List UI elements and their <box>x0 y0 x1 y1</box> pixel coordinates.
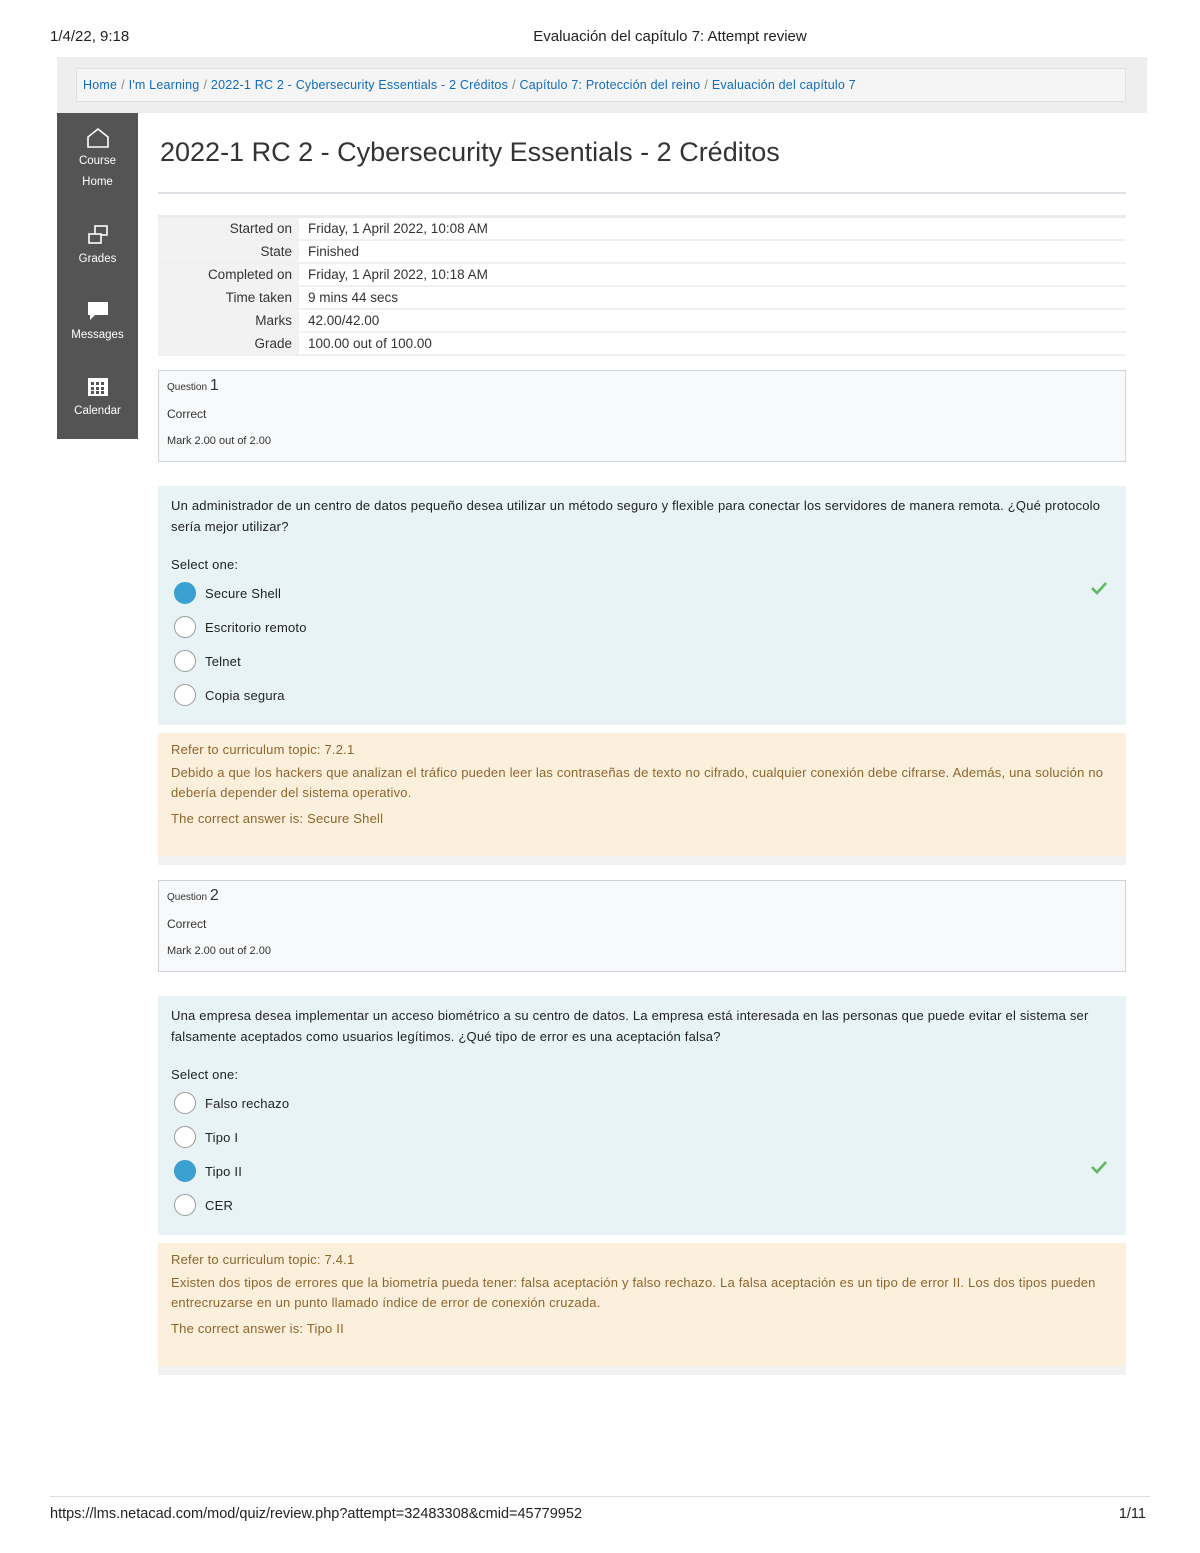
feedback-correct-answer: The correct answer is: Secure Shell <box>171 811 384 826</box>
answer-option-label: Escritorio remoto <box>205 620 307 635</box>
feedback-divider <box>158 1366 1126 1375</box>
summary-row <box>158 263 1126 286</box>
radio-unselected[interactable] <box>174 616 196 638</box>
print-url: https://lms.netacad.com/mod/quiz/review.php?attempt=32483308&cmid=45779952 <box>50 1506 583 1522</box>
correct-check-icon <box>1090 581 1108 595</box>
question-label: Question <box>167 892 208 903</box>
breadcrumb-im-learning[interactable]: I'm Learning <box>128 78 200 92</box>
page-title: 2022-1 RC 2 - Cybersecurity Essentials - 2 Créditos <box>160 137 780 167</box>
summary-value: Finished <box>308 243 360 259</box>
grades-icon <box>86 223 110 247</box>
summary-label: Grade <box>158 332 299 355</box>
print-page-number: 1/11 <box>1118 1506 1146 1522</box>
print-footer <box>50 1496 1150 1522</box>
question-number-value: 1 <box>209 377 219 394</box>
question-state: Correct <box>167 407 207 421</box>
summary-row <box>158 286 1126 309</box>
answer-option-label: CER <box>205 1198 234 1213</box>
summary-label: Marks <box>158 309 299 332</box>
feedback-explanation: Existen dos tipos de errores que la biometría pueda tener: falsa aceptación y falso rechazo. La falsa aceptación es un tipo de error II. Los dos tipos pueden entrecruzarse en un punto llamado índice de error de conexión cruzada. <box>171 1275 1096 1310</box>
radio-selected[interactable] <box>174 582 196 604</box>
select-one-label: Select one: <box>171 557 239 572</box>
radio-unselected[interactable] <box>174 684 196 706</box>
question-prompt: Una empresa desea implementar un acceso biométrico a su centro de datos. La empresa está interesada en las personas que puede evitar el sistema ser falsamente aceptados como usuarios legítimos. ¿Qué tipo de error es una aceptación falsa? <box>171 1008 1089 1044</box>
print-header <box>50 28 1150 50</box>
feedback-correct-answer: The correct answer is: Tipo II <box>171 1321 344 1336</box>
messages-icon <box>86 299 110 323</box>
sidebar-item-grades[interactable] <box>57 223 138 270</box>
radio-unselected[interactable] <box>174 650 196 672</box>
question-info-1 <box>158 370 1126 462</box>
correct-check-icon <box>1090 1160 1108 1174</box>
summary-label: Time taken <box>158 286 299 309</box>
sidebar-item-label: Messages <box>71 329 124 341</box>
title-divider <box>158 192 1126 194</box>
answer-option-label: Secure Shell <box>205 586 282 601</box>
summary-row <box>158 240 1126 263</box>
question-content-1 <box>158 486 1126 725</box>
sidebar-item-label: Calendar <box>74 405 121 417</box>
sidebar-item-messages[interactable] <box>57 299 138 346</box>
feedback-explanation: Debido a que los hackers que analizan el tráfico pueden leer las contraseñas de texto no cifrado, cualquier conexión debe cifrarse. Además, una solución no debería depender del sistema operativo. <box>171 765 1104 800</box>
summary-value: 9 mins 44 secs <box>308 289 399 305</box>
answer-option-label: Falso rechazo <box>205 1096 290 1111</box>
answer-option-label: Tipo II <box>205 1164 243 1179</box>
question-label: Question <box>167 382 208 393</box>
summary-label: Started on <box>158 217 299 240</box>
question-prompt: Un administrador de un centro de datos pequeño desea utilizar un método seguro y flexible para conectar los servidores de manera remota. ¿Qué protocolo sería mejor utilizar? <box>171 498 1101 534</box>
radio-selected[interactable] <box>174 1160 196 1182</box>
home-icon <box>85 127 111 149</box>
breadcrumb-course[interactable]: 2022-1 RC 2 - Cybersecurity Essentials - 2 Créditos <box>210 78 509 92</box>
breadcrumb <box>76 68 1126 102</box>
summary-label: Completed on <box>158 263 299 286</box>
question-info-2 <box>158 880 1126 972</box>
calendar-icon <box>86 375 110 399</box>
question-number-value: 2 <box>209 887 219 904</box>
feedback-2 <box>158 1243 1126 1366</box>
answer-option-label: Telnet <box>205 654 241 669</box>
summary-row <box>158 309 1126 332</box>
breadcrumb-separator: / <box>512 78 516 92</box>
sidebar-item-calendar[interactable] <box>57 375 138 422</box>
summary-label: State <box>158 240 299 263</box>
breadcrumb-bar <box>57 57 1147 113</box>
sidebar-item-label: Grades <box>78 253 117 265</box>
summary-row <box>158 332 1126 355</box>
breadcrumb-separator: / <box>121 78 125 92</box>
sidebar-item-course-home[interactable] <box>57 127 138 193</box>
summary-value: 100.00 out of 100.00 <box>308 335 432 351</box>
breadcrumb-quiz[interactable]: Evaluación del capítulo 7 <box>711 78 856 92</box>
question-content-2 <box>158 996 1126 1235</box>
summary-value: 42.00/42.00 <box>308 312 380 328</box>
radio-unselected[interactable] <box>174 1194 196 1216</box>
question-number <box>167 887 219 905</box>
breadcrumb-separator: / <box>704 78 708 92</box>
summary-value: Friday, 1 April 2022, 10:18 AM <box>308 266 488 282</box>
question-mark: Mark 2.00 out of 2.00 <box>167 435 271 447</box>
question-state: Correct <box>167 917 207 931</box>
print-title: Evaluación del capítulo 7: Attempt review <box>533 28 807 45</box>
question-number <box>167 377 219 395</box>
summary-value: Friday, 1 April 2022, 10:08 AM <box>308 220 488 236</box>
breadcrumb-separator: / <box>203 78 207 92</box>
feedback-divider <box>158 856 1126 865</box>
feedback-topic: Refer to curriculum topic: 7.4.1 <box>171 1252 355 1267</box>
sidebar-item-label: Course Home <box>78 155 117 188</box>
sidebar <box>57 113 138 439</box>
summary-row <box>158 217 1126 240</box>
radio-unselected[interactable] <box>174 1126 196 1148</box>
select-one-label: Select one: <box>171 1067 239 1082</box>
attempt-summary-table <box>158 215 1126 356</box>
question-mark: Mark 2.00 out of 2.00 <box>167 945 271 957</box>
breadcrumb-chapter[interactable]: Capítulo 7: Protección del reino <box>519 78 701 92</box>
answer-option-label: Tipo I <box>205 1130 239 1145</box>
feedback-topic: Refer to curriculum topic: 7.2.1 <box>171 742 355 757</box>
radio-unselected[interactable] <box>174 1092 196 1114</box>
feedback-1 <box>158 733 1126 856</box>
breadcrumb-home[interactable]: Home <box>83 78 118 92</box>
answer-option-label: Copia segura <box>205 688 285 703</box>
print-datetime: 1/4/22, 9:18 <box>50 28 130 45</box>
